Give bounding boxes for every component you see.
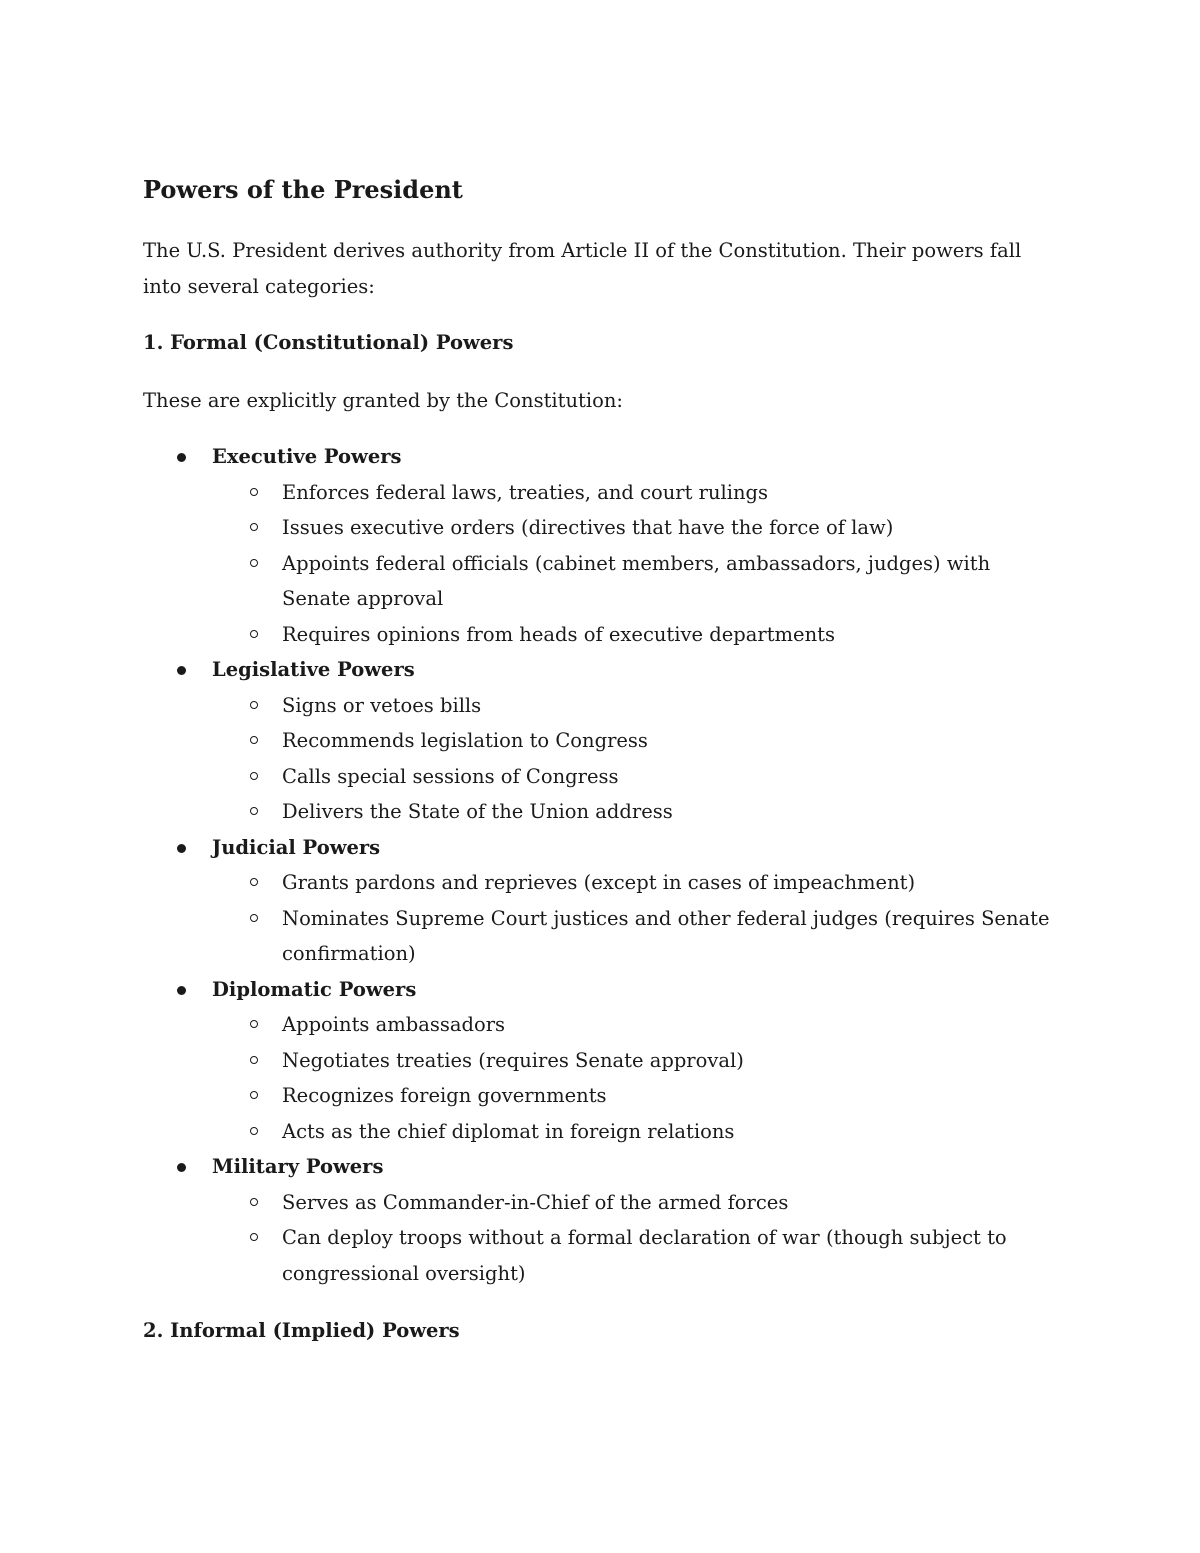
hollow-bullet-icon	[250, 701, 258, 709]
hollow-bullet-icon	[250, 1198, 258, 1206]
filled-bullet-icon	[177, 666, 186, 675]
list-item	[212, 688, 1060, 724]
hollow-bullet-icon	[250, 559, 258, 567]
list-item-text: Grants pardons and reprieves (except in cases of impeachment)	[282, 871, 916, 894]
category-diplomatic	[143, 972, 1060, 1150]
list-item	[212, 1185, 1060, 1221]
hollow-bullet-icon	[250, 1233, 258, 1241]
list-item-text: Appoints ambassadors	[282, 1013, 506, 1036]
hollow-bullet-icon	[250, 523, 258, 531]
hollow-bullet-icon	[250, 1056, 258, 1064]
filled-bullet-icon	[177, 844, 186, 853]
hollow-bullet-icon	[250, 878, 258, 886]
category-legislative	[143, 652, 1060, 830]
hollow-bullet-icon	[250, 1091, 258, 1099]
sub-list	[212, 1007, 1060, 1149]
hollow-bullet-icon	[250, 488, 258, 496]
list-item-text: Delivers the State of the Union address	[282, 800, 673, 823]
category-label: Military Powers	[212, 1155, 384, 1178]
list-item-text: Issues executive orders (directives that have the force of law)	[282, 516, 894, 539]
category-military	[143, 1149, 1060, 1291]
list-item	[212, 901, 1060, 972]
filled-bullet-icon	[177, 986, 186, 995]
hollow-bullet-icon	[250, 807, 258, 815]
category-judicial	[143, 830, 1060, 972]
section-lead: These are explicitly granted by the Constitution:	[143, 389, 623, 412]
section-heading-informal: 2. Informal (Implied) Powers	[143, 1319, 460, 1342]
list-item	[212, 865, 1060, 901]
sub-list	[212, 688, 1060, 830]
hollow-bullet-icon	[250, 914, 258, 922]
list-item	[212, 723, 1060, 759]
list-item	[212, 1078, 1060, 1114]
list-item-text: Recognizes foreign governments	[282, 1084, 607, 1107]
list-item-text: Recommends legislation to Congress	[282, 729, 648, 752]
list-item	[212, 1007, 1060, 1043]
list-item-text: Requires opinions from heads of executive departments	[282, 622, 835, 646]
list-item	[212, 759, 1060, 795]
category-executive	[143, 439, 1060, 652]
hollow-bullet-icon	[250, 1127, 258, 1135]
list-item-text: Serves as Commander-in-Chief of the armed forces	[282, 1190, 789, 1214]
hollow-bullet-icon	[250, 1020, 258, 1028]
list-item	[212, 1043, 1060, 1079]
list-item	[212, 794, 1060, 830]
category-label: Legislative Powers	[212, 658, 415, 681]
list-item-text: Can deploy troops without a formal declaration of war (though subject to congressional oversight)	[282, 1226, 1007, 1285]
filled-bullet-icon	[177, 1163, 186, 1172]
hollow-bullet-icon	[250, 630, 258, 638]
category-label: Judicial Powers	[212, 835, 381, 859]
filled-bullet-icon	[177, 453, 186, 462]
list-item-text: Calls special sessions of Congress	[282, 764, 619, 788]
sub-list	[212, 865, 1060, 972]
list-item-text: Acts as the chief diplomat in foreign relations	[282, 1119, 735, 1143]
list-item-text: Negotiates treaties (requires Senate approval)	[282, 1048, 744, 1072]
list-item	[212, 510, 1060, 546]
section-heading-formal: 1. Formal (Constitutional) Powers	[143, 331, 514, 354]
list-item-text: Appoints federal officials (cabinet members, ambassadors, judges) with Senate approval	[282, 551, 991, 610]
hollow-bullet-icon	[250, 736, 258, 744]
hollow-bullet-icon	[250, 772, 258, 780]
list-item	[212, 1114, 1060, 1150]
category-label: Diplomatic Powers	[212, 977, 417, 1001]
list-item	[212, 1220, 1060, 1291]
category-label: Executive Powers	[212, 445, 402, 468]
list-item	[212, 617, 1060, 653]
sub-list	[212, 475, 1060, 653]
list-item	[212, 475, 1060, 511]
list-item-text: Nominates Supreme Court justices and other federal judges (requires Senate confirmation)	[282, 906, 1050, 965]
sub-list	[212, 1185, 1060, 1292]
list-item-text: Enforces federal laws, treaties, and court rulings	[282, 480, 769, 504]
powers-category-list	[143, 439, 1060, 1291]
intro-paragraph: The U.S. President derives authority from Article II of the Constitution. Their powers fall into several categories:	[143, 239, 1022, 298]
list-item	[212, 546, 1060, 617]
page-title: Powers of the President	[143, 175, 463, 204]
list-item-text: Signs or vetoes bills	[282, 693, 482, 717]
